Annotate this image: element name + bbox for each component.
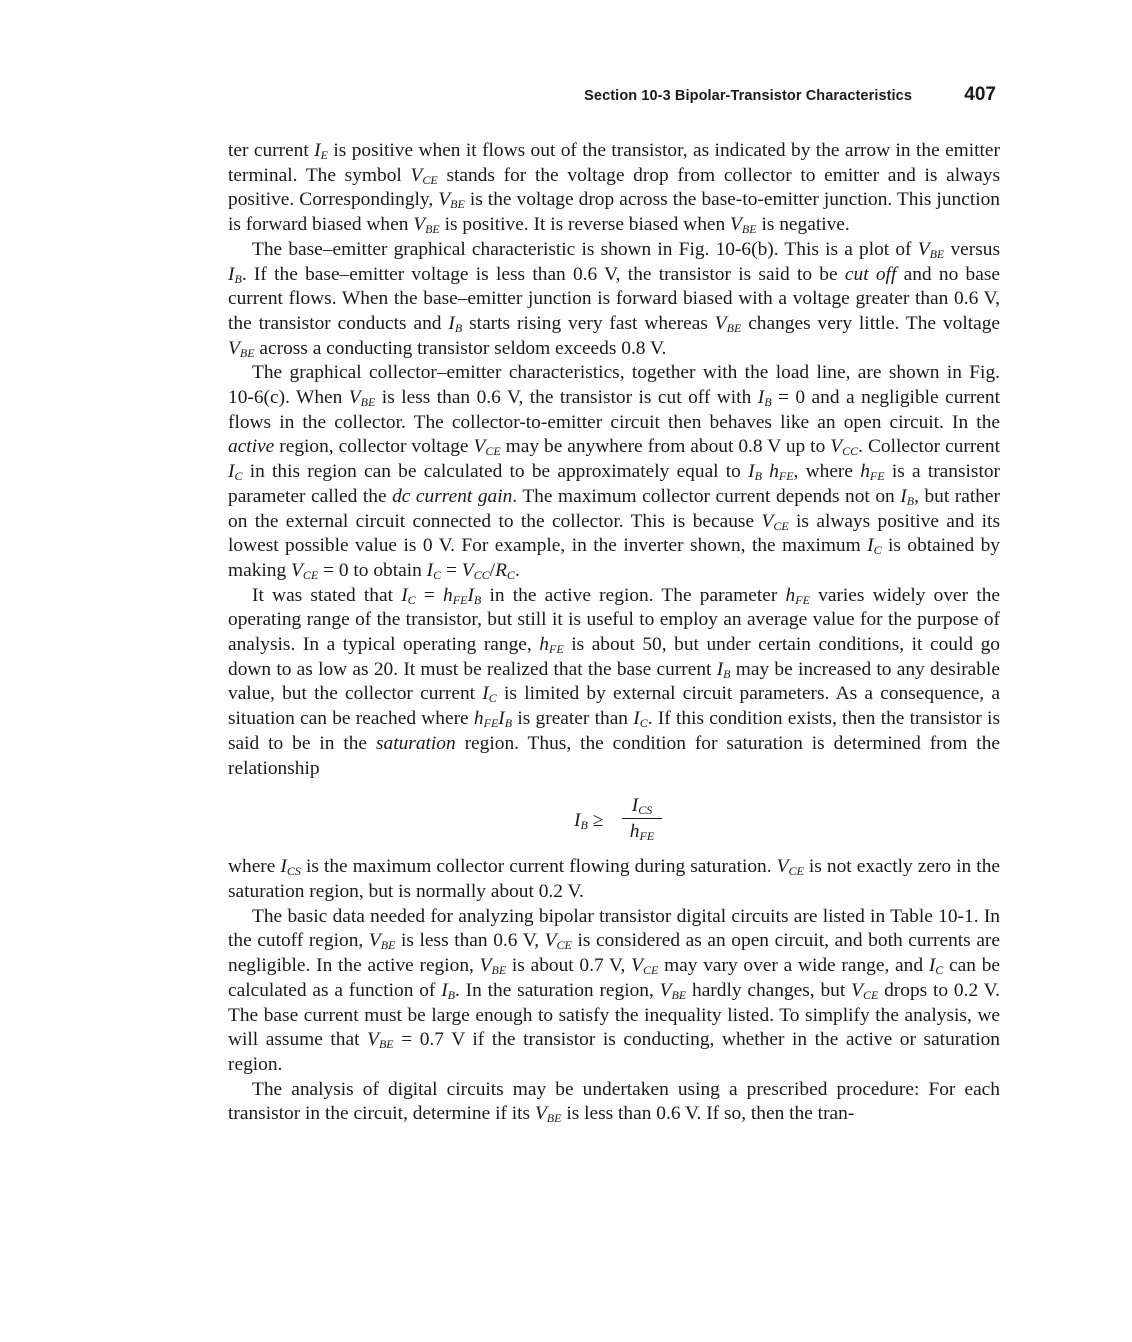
paragraph: The base–emitter graphical characteristic is shown in Fig. 10-6(b). This is a plot of $V_{BE}$ versus $I_B$. If the base–emitter voltage is less than 0.6 V, the transistor is said to be cut off and no base current flows. When the base–emitter junction is forward biased with a voltage greater than 0.6 V, the transistor conducts and $I_B$ starts rising very fast whereas $V_{BE}$ changes very little. The voltage $V_{BE}$ across a conducting transistor seldom exceeds 0.8 V. xyxy=(228,238,1001,360)
paragraph: The basic data needed for analyzing bipolar transistor digital circuits are listed in Table 10-1. In the cutoff region, $V_{BE}$ is less than 0.6 V, $V_{CE}$ is considered as an open circuit, and both currents are negligible. In the active region, $V_{BE}$ is about 0.7 V, $V_{CE}$ may vary over a wide range, and $I_C$ can be calculated as a function of $I_B$. In the saturation region, $V_{BE}$ hardly changes, but $V_{CE}$ drops to 0.2 V. The base current must be large enough to satisfy the inequality listed. To simplify the analysis, we will assume that $V_{BE} = 0.7$ V if the transistor is conducting, whether in the active or saturation region. xyxy=(228,905,1000,1075)
paragraph: where $I_{CS}$ is the maximum collector current flowing during saturation. $V_{CE}$ is not exactly zero in the saturation region, but is normally about 0.2 V. xyxy=(228,856,1000,902)
paragraph: The analysis of digital circuits may be undertaken using a prescribed procedure: For each transistor in the circuit, determine if its $V_{BE}$ is less than 0.6 V. If so, then the tran- xyxy=(228,1078,1000,1126)
paragraph: ter current $I_E$ is positive when it flows out of the transistor, as indicated by the arrow in the emitter terminal. The symbol $V_{CE}$ stands for the voltage drop from collector to emitter and is always positive. Correspondingly, $V_{BE}$ is the voltage drop across the base-to-emitter junction. This junction is forward biased when $V_{BE}$ is positive. It is reverse biased when $V_{BE}$ is negative. xyxy=(228,140,1001,237)
paragraph: It was stated that $I_C = h_{FE}I_B$ in the active region. The parameter $h_{FE}$ varies widely over the operating range of the transistor, but still it is useful to employ an average value for the purpose of analysis. In a typical operating range, $h_{FE}$ is about 50, but under certain conditions, it could go down to as low as 20. It must be realized that the base current $I_B$ may be increased to any desirable value, but the collector current $I_C$ is limited by external circuit parameters. As a consequence, a situation can be reached where $h_{FE}I_B$ is greater than $I_C$. If this condition exists, then the transistor is said to be in the saturation region. Thus, the condition for saturation is determined from the relationship xyxy=(228,584,1001,779)
equation-lhs: $I_B$ ≥ xyxy=(574,810,604,833)
saturation-inequality xyxy=(228,785,1000,853)
body-text xyxy=(228,139,1000,1127)
paragraph: The graphical collector–emitter characteristics, together with the load line, are shown in Fig. 10-6(c). When $V_{BE}$ is less than 0.6 V, the transistor is cut off with $I_B = 0$ and a negligible current flows in the collector. The collector-to-emitter circuit then behaves like an open circuit. In the active region, collector voltage $V_{CE}$ may be anywhere from about 0.8 V up to $V_{CC}$. Collector current $I_C$ in this region can be calculated to be approximately equal to $I_B$ $h_{FE}$, where $h_{FE}$ is a transistor parameter called the dc current gain. The maximum collector current depends not on $I_B$, but rather on the external circuit connected to the collector. This is because $V_{CE}$ is always positive and its lowest possible value is 0 V. For example, in the inverter shown, the maximum $I_C$ is obtained by making $V_{CE} = 0$ to obtain $I_C = V_{CC}/R_C$. xyxy=(228,362,1000,582)
section-title: Section 10-3 Bipolar-Transistor Characteristics xyxy=(584,88,912,104)
equation-fraction: $I_{CS}$ $h_{FE}$ xyxy=(622,795,662,843)
page-number: 407 xyxy=(964,84,996,105)
running-header xyxy=(228,84,998,112)
